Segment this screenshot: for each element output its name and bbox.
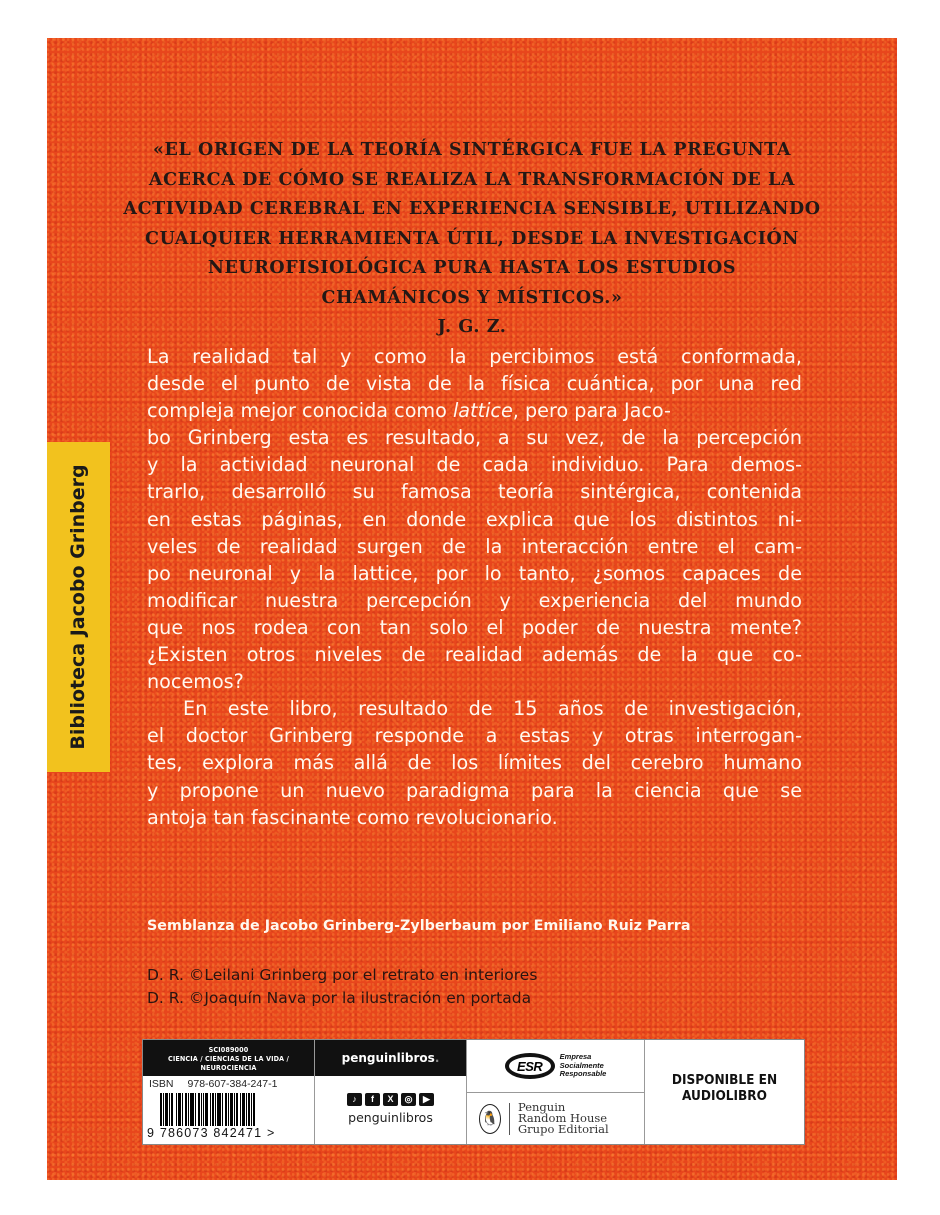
synopsis-line: modificar nuestra percepción y experiencia del mundo — [147, 588, 802, 612]
image-credits — [147, 964, 537, 1010]
tiktok-icon: ♪ — [347, 1093, 362, 1106]
synopsis-line — [147, 397, 802, 424]
synopsis-line: trarlo, desarrolló su famosa teoría sintérgica, contenida — [147, 480, 802, 504]
synopsis — [147, 343, 802, 831]
youtube-icon: ▶ — [419, 1093, 434, 1106]
portrait-credit: D. R. ©Leilani Grinberg por el retrato en interiores — [147, 966, 538, 984]
isbn-label: ISBN — [149, 1078, 174, 1090]
synopsis-line: bo Grinberg esta es resultado, a su vez, de la percepción — [147, 426, 802, 450]
esr-line: Socialmente — [559, 1060, 604, 1070]
synopsis-line: En este libro, resultado de 15 años de investigación, — [183, 697, 802, 721]
publisher-info-box — [142, 1039, 805, 1145]
barcode-digits: 9 786073 842471 > — [147, 1126, 276, 1140]
esr-logo-icon: ESR — [505, 1053, 555, 1079]
isbn-number: 978-607-384-247-1 — [187, 1078, 278, 1090]
prh-logo — [467, 1093, 644, 1144]
isbn-column — [143, 1040, 315, 1144]
synopsis-line: desde el punto de vista de la física cuántica, por una red — [147, 372, 802, 396]
publisher-header — [315, 1040, 466, 1076]
publisher-column — [315, 1040, 467, 1144]
prh-line: Random House — [518, 1111, 608, 1125]
x-icon: X — [383, 1093, 398, 1106]
quote-line: ACERCA DE CÓMO SE REALIZA LA TRANSFORMACIÓN DE LA — [148, 169, 796, 190]
synopsis-line: nocemos? — [147, 670, 244, 694]
back-cover — [47, 38, 897, 1180]
synopsis-text: , pero para Jaco- — [512, 399, 671, 423]
synopsis-line: antoja tan fascinante como revolucionario. — [147, 805, 558, 829]
synopsis-line: veles de realidad surgen de la interacción entre el cam- — [147, 534, 802, 558]
quote-line: «EL ORIGEN DE LA TEORÍA SINTÉRGICA FUE LA PREGUNTA — [152, 140, 792, 160]
publisher-logo-text: penguinlibros — [341, 1051, 435, 1065]
audiobook-column — [645, 1040, 804, 1144]
instagram-icon: ◎ — [401, 1093, 416, 1106]
esr-text — [560, 1053, 607, 1079]
esr-line: Responsable — [559, 1069, 607, 1079]
series-label: Biblioteca Jacobo Grinberg — [67, 464, 89, 750]
quote-line: CHAMÁNICOS Y MÍSTICOS.» — [321, 287, 623, 308]
logo-divider — [509, 1103, 510, 1135]
series-band — [47, 442, 110, 772]
esr-line: Empresa — [559, 1052, 592, 1062]
epigraph-quote — [107, 136, 837, 343]
social-handle: penguinlibros — [348, 1110, 433, 1125]
semblanza-credit: Semblanza de Jacobo Grinberg-Zylberbaum por Emiliano Ruiz Parra — [147, 918, 691, 934]
synopsis-line: La realidad tal y como la percibimos está conformada, — [147, 345, 802, 368]
synopsis-line: y propone un nuevo paradigma para la ciencia que se — [147, 778, 802, 802]
isbn-row — [143, 1076, 314, 1090]
synopsis-line: tes, explora más allá de los límites del cerebro humano — [147, 751, 802, 775]
logos-column — [467, 1040, 645, 1144]
publisher-logo-dot: . — [434, 1051, 440, 1065]
synopsis-line: po neuronal y la lattice, por lo tanto, ¿somos capaces de — [147, 561, 802, 585]
bisac-category: CIENCIA / CIENCIAS DE LA VIDA / — [168, 1053, 289, 1063]
quote-author: J. G. Z. — [437, 317, 507, 337]
synopsis-line: el doctor Grinberg responde a estas y otras interrogan- — [147, 724, 802, 748]
quote-line: NEUROFISIOLÓGICA PURA HASTA LOS ESTUDIOS — [207, 258, 737, 278]
prh-line: Penguin — [518, 1100, 566, 1114]
facebook-icon: f — [365, 1093, 380, 1106]
audiobook-line: AUDIOLIBRO — [682, 1088, 767, 1104]
barcode-icon — [160, 1093, 298, 1129]
italic-term: lattice — [452, 399, 513, 423]
synopsis-line: que nos rodea con tan solo el poder de nuestra mente? — [147, 615, 802, 639]
quote-line: ACTIVIDAD CEREBRAL EN EXPERIENCIA SENSIBLE, UTILIZANDO — [123, 199, 821, 219]
prh-line: Grupo Editorial — [518, 1122, 609, 1136]
synopsis-line: y la actividad neuronal de cada individuo. Para demos- — [147, 453, 802, 477]
quote-line: CUALQUIER HERRAMIENTA ÚTIL, DESDE LA INVESTIGACIÓN — [145, 228, 799, 249]
prh-wordmark — [518, 1102, 609, 1135]
penguin-icon: 🐧 — [479, 1104, 501, 1134]
synopsis-line: en estas páginas, en donde explica que los distintos ni- — [147, 507, 802, 531]
illustration-credit: D. R. ©Joaquín Nava por la ilustración en portada — [147, 989, 532, 1007]
social-icons — [315, 1093, 466, 1106]
bisac-code: SCI089000 — [208, 1044, 249, 1054]
bisac-subcategory: NEUROCIENCIA — [200, 1062, 257, 1072]
audiobook-notice — [645, 1040, 804, 1144]
audiobook-line: DISPONIBLE EN — [671, 1072, 778, 1088]
synopsis-line: ¿Existen otros niveles de realidad además de la que co- — [147, 643, 802, 667]
bisac-header — [143, 1040, 314, 1076]
synopsis-text: compleja mejor conocida como — [147, 399, 453, 423]
esr-badge — [467, 1040, 644, 1093]
